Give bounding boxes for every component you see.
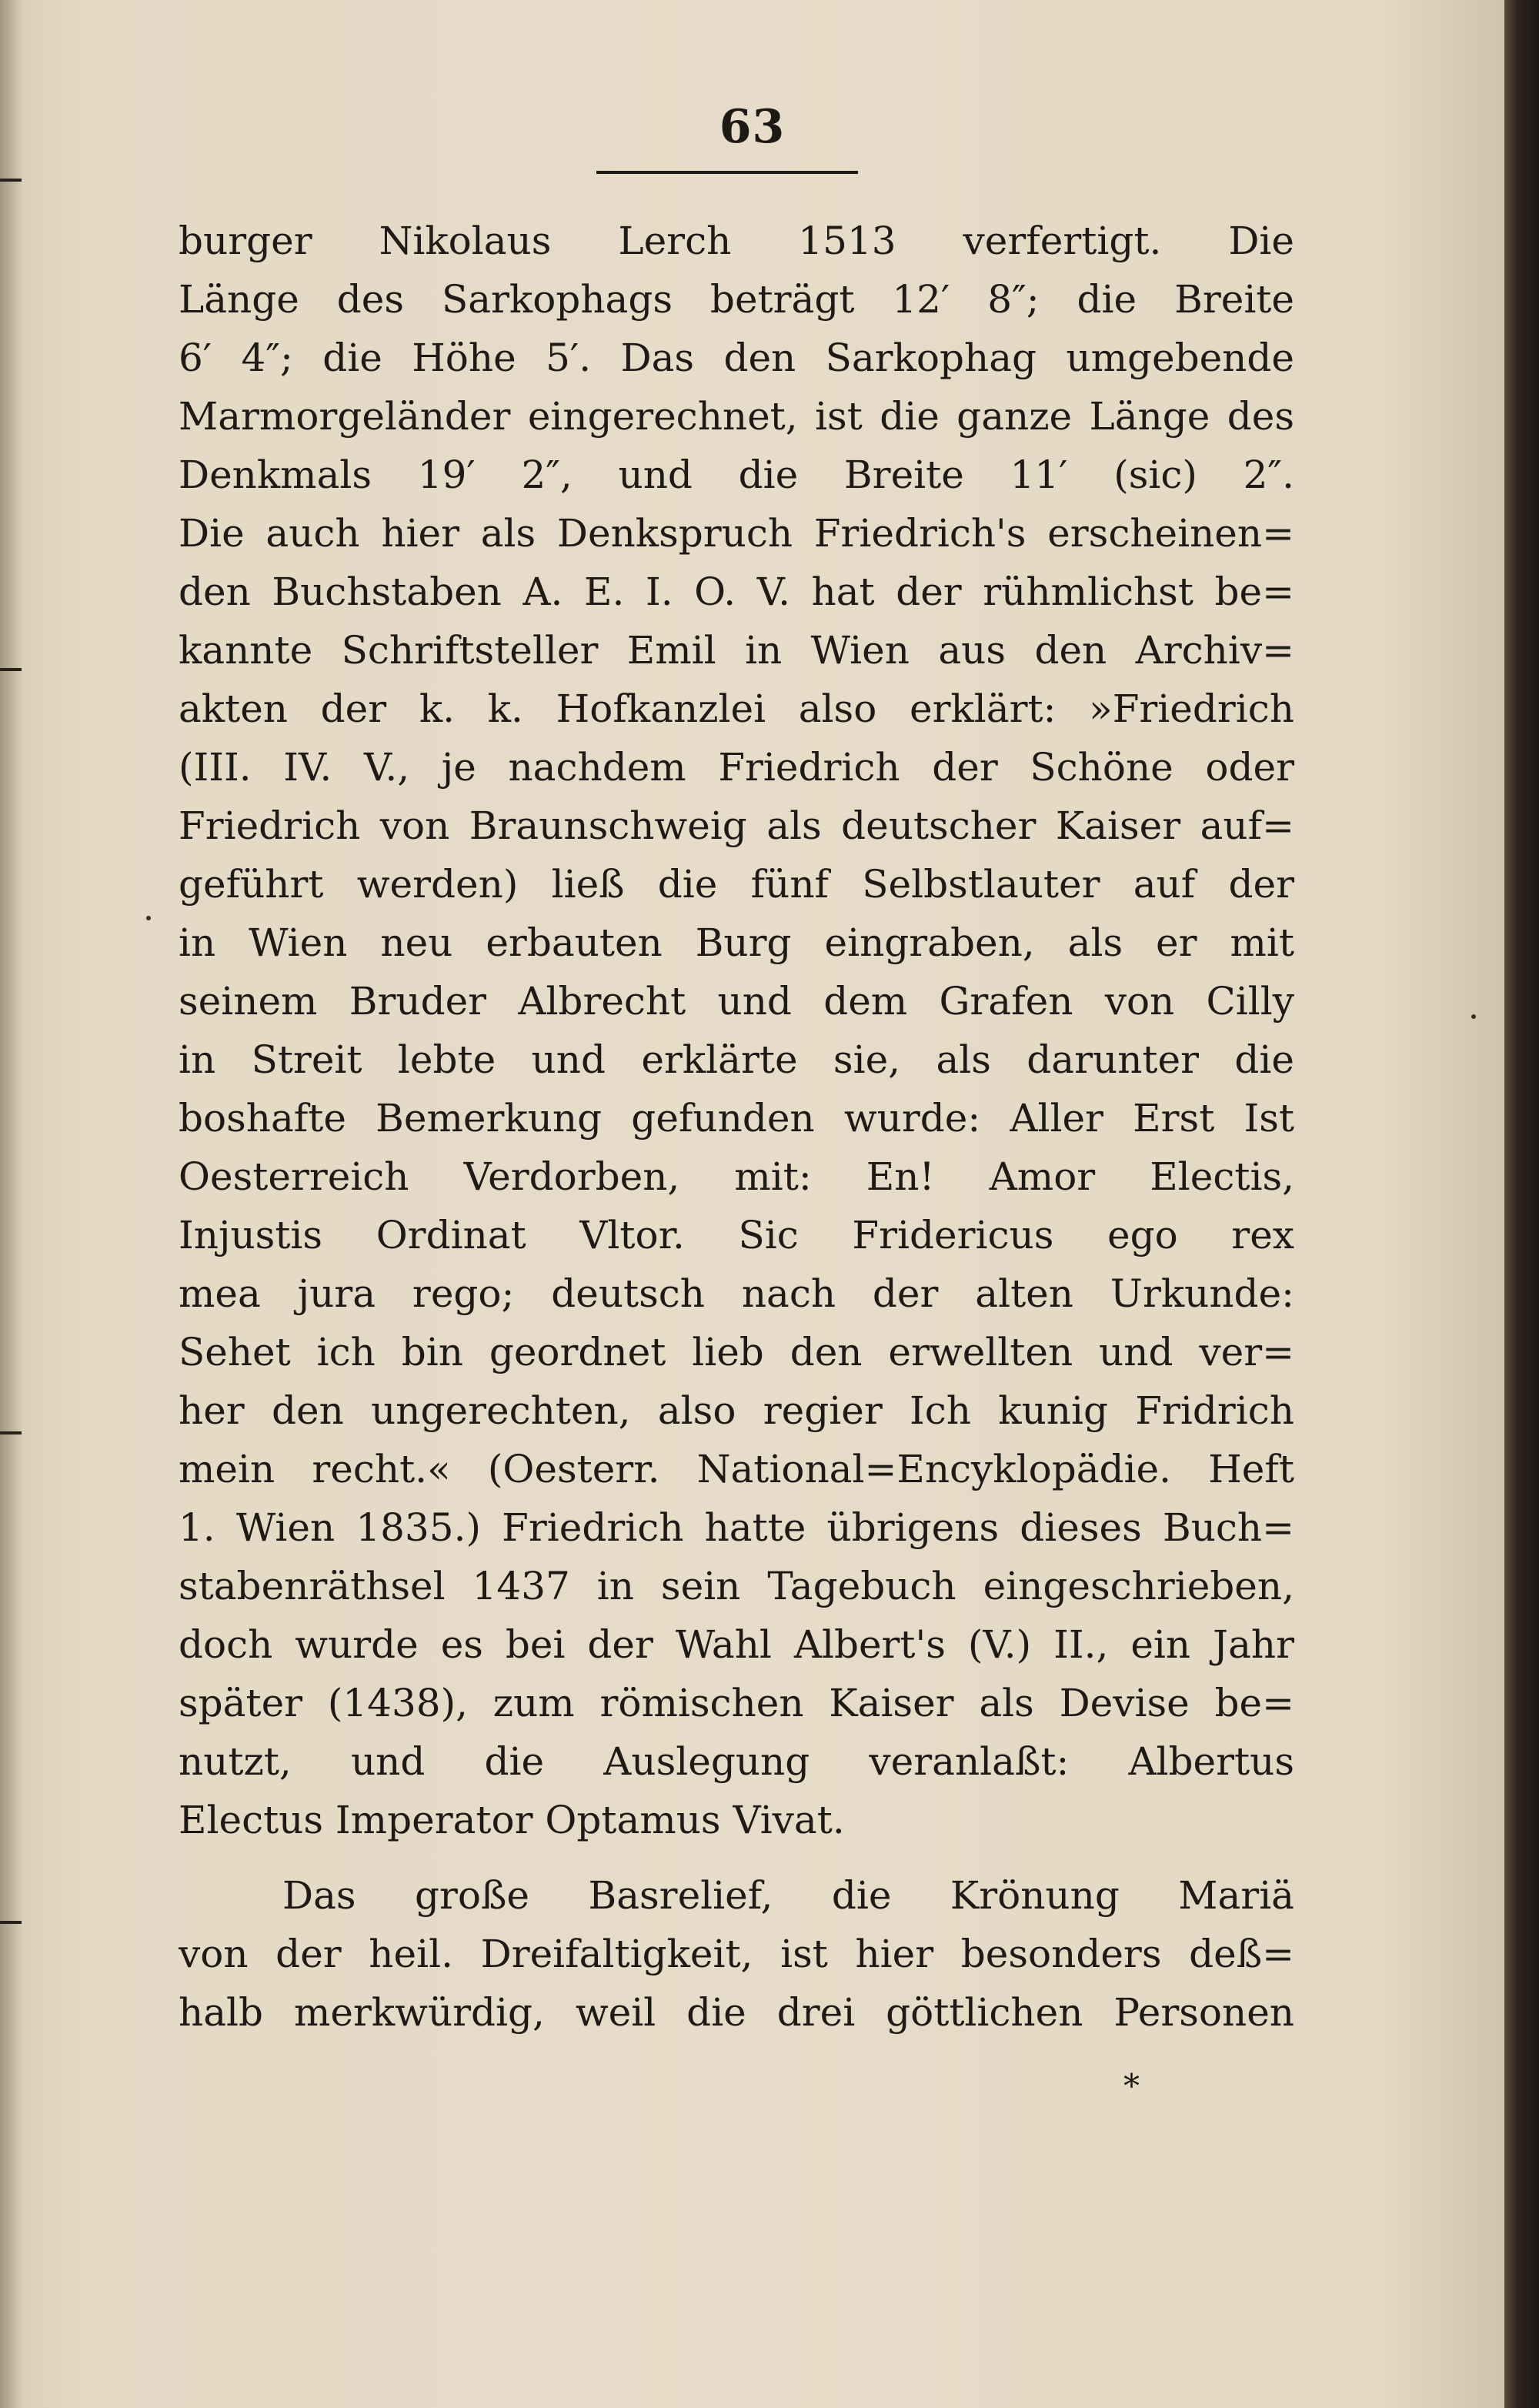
text-line: seinem Bruder Albrecht und dem Grafen von Cilly [179, 979, 1294, 1024]
text-line: Das große Basrelief, die Krönung Mariä [282, 1873, 1294, 1918]
text-line: boshafte Bemerkung gefunden wurde: Aller Erst Ist [179, 1096, 1294, 1141]
text-line: stabenräthsel 1437 in sein Tagebuch eingeschrieben, [179, 1564, 1294, 1608]
page-number: 63 [719, 100, 786, 154]
text-line: Die auch hier als Denkspruch Friedrich's erscheinen= [179, 511, 1294, 556]
text-line: geführt werden) ließ die fünf Selbstlauter auf der [179, 862, 1294, 907]
text-line: (III. IV. V., je nachdem Friedrich der Schöne oder [179, 745, 1294, 790]
text-line: nutzt, und die Auslegung veranlaßt: Albertus [179, 1739, 1294, 1784]
text-line: Oesterreich Verdorben, mit: En! Amor Electis, [179, 1154, 1294, 1199]
text-line: burger Nikolaus Lerch 1513 verfertigt. Die [179, 219, 1294, 263]
text-line: später (1438), zum römischen Kaiser als Devise be= [179, 1681, 1294, 1725]
binding-mark [0, 179, 22, 182]
body-text [179, 212, 1294, 2042]
ink-speck [1471, 1014, 1476, 1019]
text-line: 1. Wien 1835.) Friedrich hatte übrigens dieses Buch= [179, 1505, 1294, 1550]
page-edge [1504, 0, 1539, 2408]
text-line: Länge des Sarkophags beträgt 12′ 8″; die Breite [179, 277, 1294, 322]
binding-mark [0, 668, 22, 671]
binding-mark [0, 1921, 22, 1924]
text-line: von der heil. Dreifaltigkeit, ist hier besonders deß= [179, 1932, 1294, 1976]
text-line: mein recht.« (Oesterr. National=Encyklopädie. Heft [179, 1447, 1294, 1491]
text-line: Friedrich von Braunschweig als deutscher Kaiser auf= [179, 803, 1294, 848]
text-line: Electus Imperator Optamus Vivat. [179, 1798, 845, 1842]
text-line: her den ungerechten, also regier Ich kunig Fridrich [179, 1388, 1294, 1433]
text-line: in Wien neu erbauten Burg eingraben, als er mit [179, 920, 1294, 965]
text-line: Marmorgeländer eingerechnet, ist die ganze Länge des [179, 394, 1294, 439]
paragraph-gap [179, 1849, 1294, 1866]
text-line: 6′ 4″; die Höhe 5′. Das den Sarkophag umgebende [179, 336, 1294, 380]
text-line: in Streit lebte und erklärte sie, als darunter die [179, 1037, 1294, 1082]
text-line: Injustis Ordinat Vltor. Sic Fridericus ego rex [179, 1213, 1294, 1257]
ink-speck [146, 916, 151, 920]
text-line: Denkmals 19′ 2″, und die Breite 11′ (sic) 2″. [179, 453, 1294, 497]
text-line: den Buchstaben A. E. I. O. V. hat der rühmlichst be= [179, 569, 1294, 614]
text-line: Sehet ich bin geordnet lieb den erwellten und ver= [179, 1330, 1294, 1374]
header-rule [596, 171, 858, 174]
gutter-shadow [0, 0, 23, 2408]
signature-mark: * [1123, 2067, 1140, 2105]
text-line: kannte Schriftsteller Emil in Wien aus den Archiv= [179, 628, 1294, 673]
text-line: akten der k. k. Hofkanzlei also erklärt: »Friedrich [179, 686, 1294, 731]
text-line: halb merkwürdig, weil die drei göttlichen Personen [179, 1990, 1294, 2035]
binding-mark [0, 1431, 22, 1434]
text-line: doch wurde es bei der Wahl Albert's (V.) II., ein Jahr [179, 1622, 1294, 1667]
text-line: mea jura rego; deutsch nach der alten Urkunde: [179, 1271, 1294, 1316]
